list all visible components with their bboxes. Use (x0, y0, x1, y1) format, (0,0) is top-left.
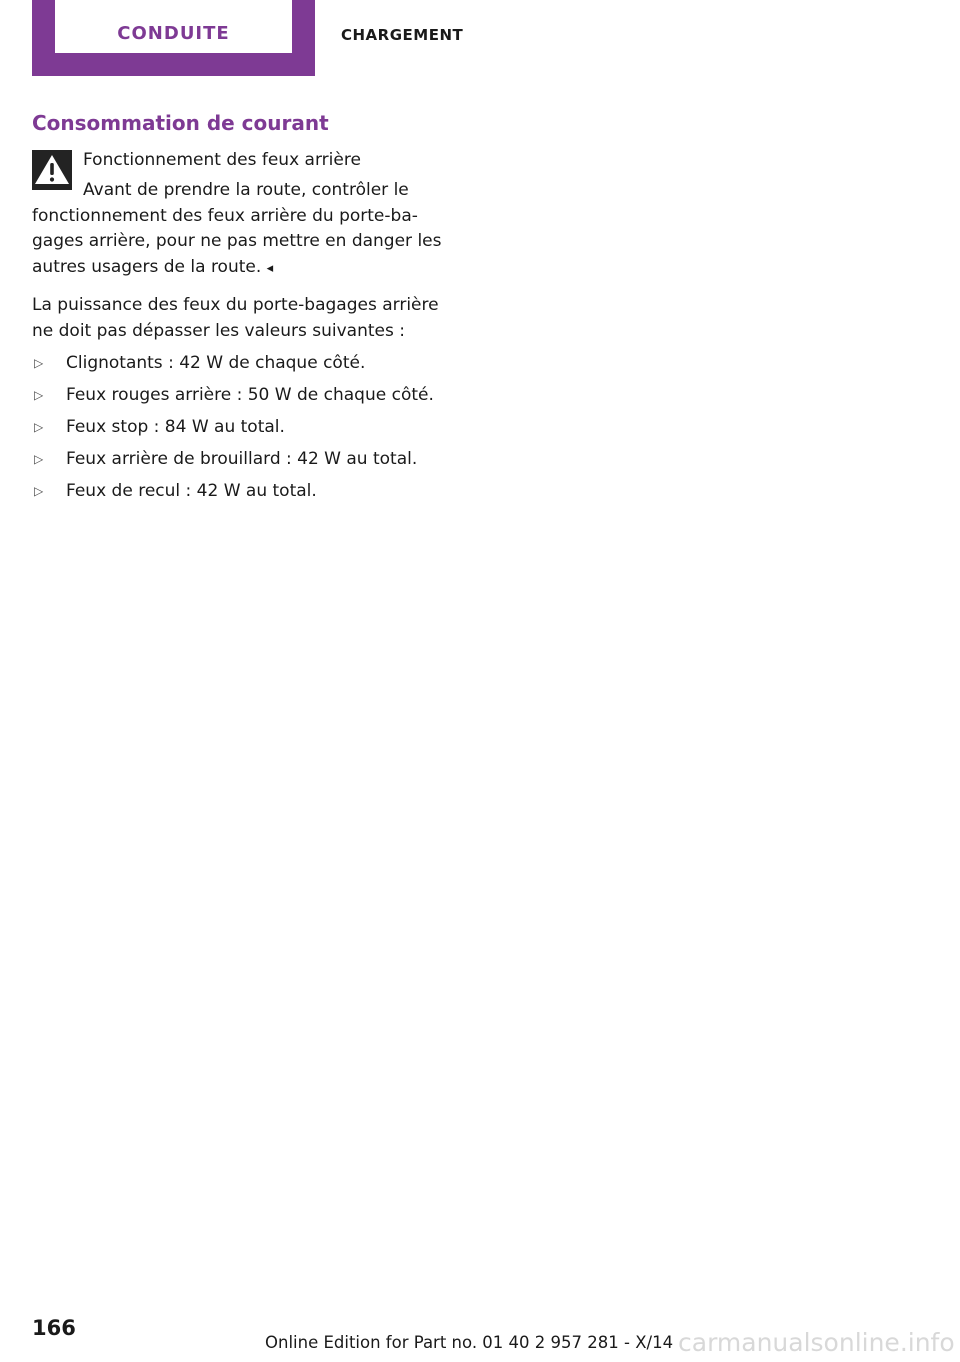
page-number: 166 (32, 1316, 76, 1340)
warning-text (32, 178, 452, 281)
intro-paragraph: La puissance des feux du porte-bagages arrière ne doit pas dépasser les valeurs suivantes : (32, 295, 439, 341)
bullet-triangle-icon: ▷ (34, 420, 44, 434)
list-item-text: Feux rouges arrière : 50 W de chaque côté. (66, 385, 434, 405)
active-chapter-tab-label: CONDUITE (117, 23, 230, 44)
watermark-text: carmanualsonline.info (678, 1328, 955, 1357)
bullet-triangle-icon: ▷ (34, 484, 44, 498)
section-header-label: CHARGEMENT (341, 26, 464, 44)
list-item-text: Feux arrière de brouillard : 42 W au total. (66, 449, 418, 469)
list-item-text: Feux stop : 84 W au total. (66, 417, 285, 437)
bullet-triangle-icon: ▷ (34, 452, 44, 466)
list-item-text: Feux de recul : 42 W au total. (66, 481, 317, 501)
end-mark-icon: ◂ (266, 260, 274, 276)
section-title: Consommation de courant (32, 111, 329, 135)
warning-body: fonctionnement des feux arrière du porte-ba-gages arrière, pour ne pas mettre en danger les autres usagers de la route. (32, 205, 442, 277)
active-chapter-tab-inner (55, 0, 292, 53)
footer-edition-text: Online Edition for Part no. 01 40 2 957 281 - X/14 (265, 1333, 674, 1352)
list-item-text: Clignotants : 42 W de chaque côté. (66, 353, 366, 373)
active-chapter-tab[interactable] (32, 0, 315, 76)
bullet-triangle-icon: ▷ (34, 356, 44, 370)
warning-title: Fonctionnement des feux arrière (83, 150, 361, 170)
warning-first-line: Avant de prendre la route, contrôler le (83, 180, 409, 200)
bullet-triangle-icon: ▷ (34, 388, 44, 402)
